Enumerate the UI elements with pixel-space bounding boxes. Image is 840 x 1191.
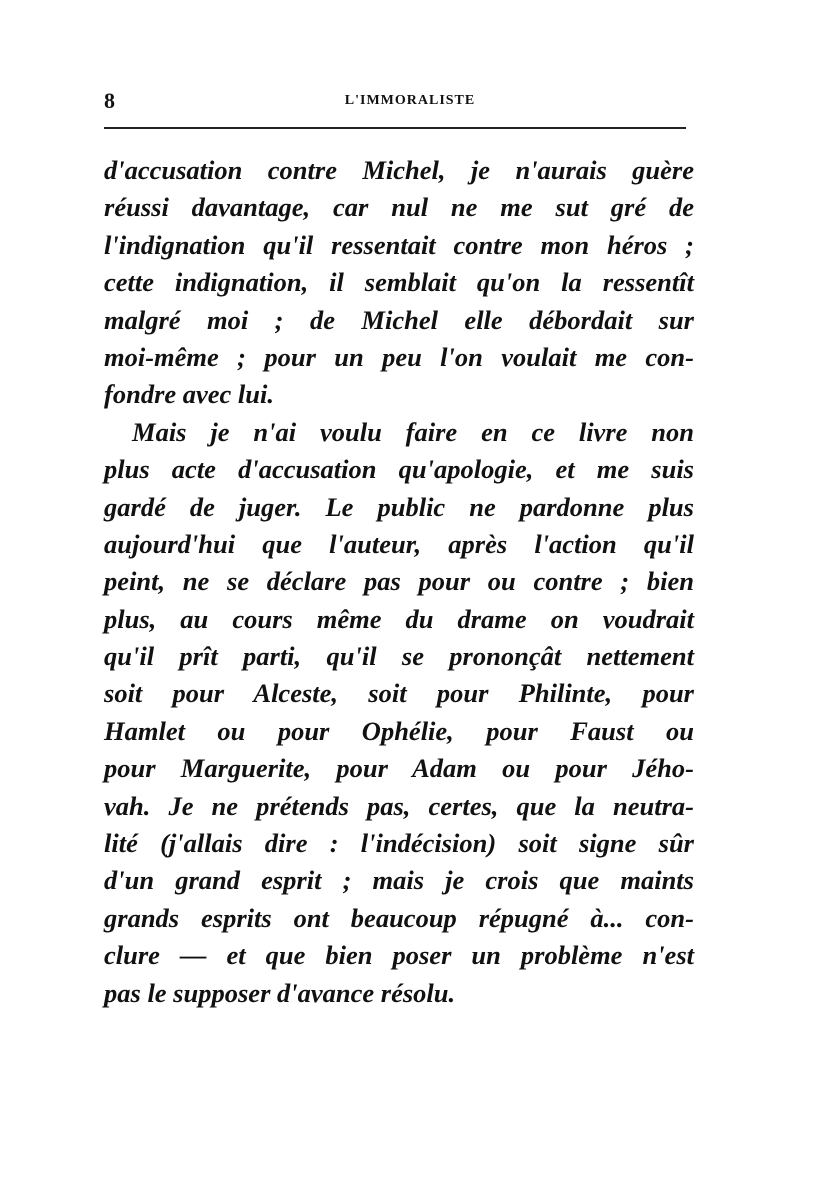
text-line: soit pour Alceste, soit pour Philinte, pour bbox=[104, 678, 694, 709]
page-number: 8 bbox=[104, 88, 115, 113]
text-line: d'accusation contre Michel, je n'aurais guère bbox=[104, 155, 694, 185]
text-line: clure — et que bien poser un problème n'est bbox=[104, 940, 694, 971]
text-line: aujourd'hui que l'auteur, après l'action qu'il bbox=[104, 528, 694, 559]
text-line: Hamlet ou pour Ophélie, pour Faust ou bbox=[104, 715, 694, 746]
text-line: lité (j'allais dire : l'indécision) soit signe sûr bbox=[104, 828, 694, 859]
text-line: Mais je n'ai voulu faire en ce livre non bbox=[132, 416, 694, 447]
text-line: cette indignation, il semblait qu'on la ressentît bbox=[104, 267, 694, 298]
body-text bbox=[104, 152, 694, 1012]
running-header bbox=[104, 86, 686, 116]
text-line: plus acte d'accusation qu'apologie, et me suis bbox=[104, 454, 694, 485]
paragraph-2 bbox=[104, 414, 694, 1012]
header-rule bbox=[104, 127, 686, 129]
text-line: peint, ne se déclare pas pour ou contre ; bien bbox=[104, 566, 694, 597]
text-line: réussi davantage, car nul ne me sut gré de bbox=[104, 192, 694, 223]
text-line: plus, au cours même du drame on voudrait bbox=[104, 603, 694, 634]
text-line: l'indignation qu'il ressentait contre mon héros ; bbox=[104, 229, 694, 260]
text-line: vah. Je ne prétends pas, certes, que la neutra- bbox=[104, 790, 694, 821]
text-line: malgré moi ; de Michel elle débordait sur bbox=[104, 304, 694, 335]
text-line: d'un grand esprit ; mais je crois que maints bbox=[104, 865, 694, 896]
paragraph-1 bbox=[104, 152, 694, 414]
text-line: pas le supposer d'avance résolu. bbox=[104, 977, 456, 1008]
text-line: gardé de juger. Le public ne pardonne plus bbox=[104, 491, 694, 522]
running-title: L'IMMORALISTE bbox=[344, 93, 476, 108]
text-line: grands esprits ont beaucoup répugné à... con- bbox=[104, 902, 694, 933]
text-line: moi-même ; pour un peu l'on voulait me con- bbox=[104, 341, 694, 372]
text-line: fondre avec lui. bbox=[104, 379, 275, 410]
text-line: pour Marguerite, pour Adam ou pour Jého- bbox=[104, 753, 694, 784]
text-line: qu'il prît parti, qu'il se prononçât nettement bbox=[104, 641, 694, 672]
